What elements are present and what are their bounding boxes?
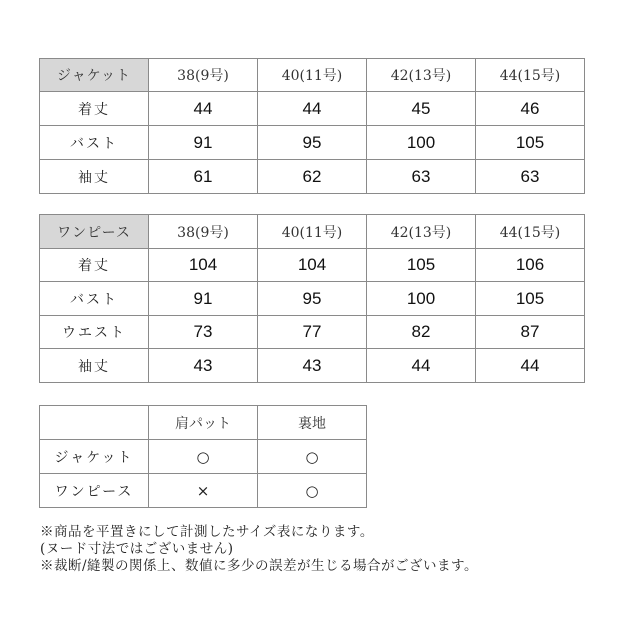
circle-mark: ○ xyxy=(258,440,367,474)
table-row xyxy=(40,249,585,282)
table-cell: 44 xyxy=(258,92,367,126)
table-cell: 45 xyxy=(367,92,476,126)
note-line: ※裁断/縫製の関係上、数値に多少の誤差が生じる場合がございます。 xyxy=(40,558,478,574)
table-cell: 44 xyxy=(149,92,258,126)
cross-mark: × xyxy=(149,474,258,508)
dress-size-table xyxy=(39,214,585,383)
table-cell: 82 xyxy=(367,316,476,349)
table-cell: 46 xyxy=(476,92,585,126)
row-label: バスト xyxy=(40,126,149,160)
feature-header: 肩パット xyxy=(149,406,258,440)
size-header: 40(11号) xyxy=(258,215,367,249)
table-cell: 105 xyxy=(367,249,476,282)
table-cell: 95 xyxy=(258,282,367,316)
table-row xyxy=(40,474,367,508)
jacket-corner-label: ジャケット xyxy=(40,59,149,92)
row-label: 袖丈 xyxy=(40,349,149,383)
table-cell: 44 xyxy=(476,349,585,383)
table-cell: 43 xyxy=(149,349,258,383)
size-header: 38(9号) xyxy=(149,59,258,92)
table-cell: 73 xyxy=(149,316,258,349)
table-cell: 62 xyxy=(258,160,367,194)
row-label: ワンピース xyxy=(40,474,149,508)
size-header: 42(13号) xyxy=(367,215,476,249)
size-header: 42(13号) xyxy=(367,59,476,92)
table-cell: 87 xyxy=(476,316,585,349)
size-header: 40(11号) xyxy=(258,59,367,92)
size-header: 44(15号) xyxy=(476,215,585,249)
table-cell: 77 xyxy=(258,316,367,349)
table-row xyxy=(40,160,585,194)
table-cell: 91 xyxy=(149,126,258,160)
dress-header-row xyxy=(40,215,585,249)
dress-corner-label: ワンピース xyxy=(40,215,149,249)
note-line: ※商品を平置きにして計測したサイズ表になります。 xyxy=(40,524,374,540)
table-row xyxy=(40,440,367,474)
row-label: バスト xyxy=(40,282,149,316)
row-label: 着丈 xyxy=(40,249,149,282)
empty-corner-cell xyxy=(40,406,149,440)
table-row xyxy=(40,282,585,316)
table-cell: 106 xyxy=(476,249,585,282)
table-cell: 100 xyxy=(367,282,476,316)
table-row xyxy=(40,92,585,126)
table-row xyxy=(40,126,585,160)
circle-mark: ○ xyxy=(258,474,367,508)
size-header: 38(9号) xyxy=(149,215,258,249)
row-label: 着丈 xyxy=(40,92,149,126)
table-cell: 104 xyxy=(149,249,258,282)
table-row xyxy=(40,349,585,383)
table-cell: 61 xyxy=(149,160,258,194)
table-cell: 44 xyxy=(367,349,476,383)
size-header: 44(15号) xyxy=(476,59,585,92)
table-cell: 104 xyxy=(258,249,367,282)
feature-header: 裏地 xyxy=(258,406,367,440)
note-line: (ヌード寸法ではございません) xyxy=(40,541,234,557)
table-cell: 63 xyxy=(476,160,585,194)
feature-table xyxy=(39,405,367,508)
row-label: ウエスト xyxy=(40,316,149,349)
table-cell: 91 xyxy=(149,282,258,316)
table-cell: 63 xyxy=(367,160,476,194)
measurement-notes xyxy=(40,524,478,575)
table-cell: 43 xyxy=(258,349,367,383)
row-label: 袖丈 xyxy=(40,160,149,194)
jacket-header-row xyxy=(40,59,585,92)
jacket-size-table xyxy=(39,58,585,194)
table-cell: 100 xyxy=(367,126,476,160)
table-cell: 95 xyxy=(258,126,367,160)
table-cell: 105 xyxy=(476,282,585,316)
circle-mark: ○ xyxy=(149,440,258,474)
feature-header-row xyxy=(40,406,367,440)
table-cell: 105 xyxy=(476,126,585,160)
row-label: ジャケット xyxy=(40,440,149,474)
table-row xyxy=(40,316,585,349)
